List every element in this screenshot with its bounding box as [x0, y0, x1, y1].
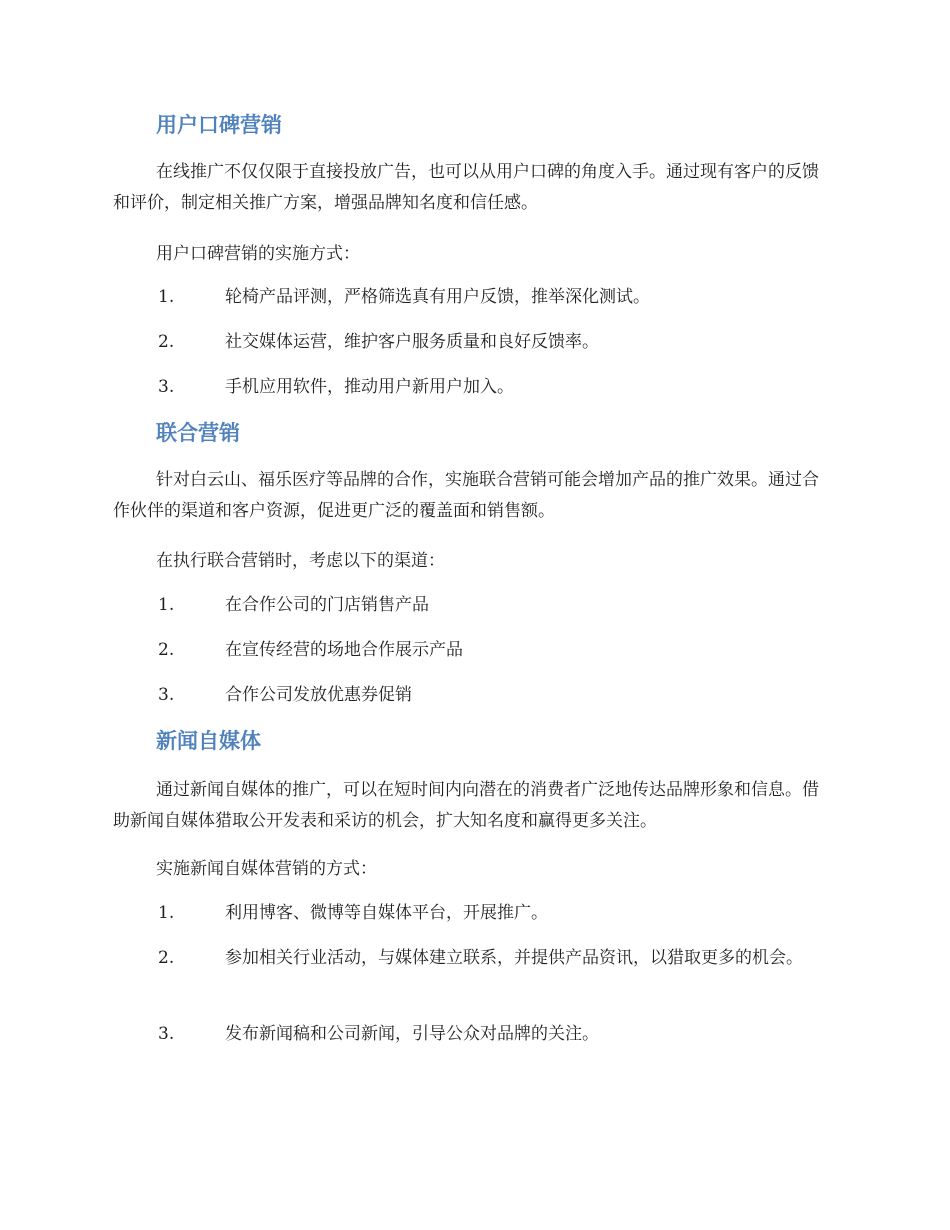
- section-paragraph: 针对白云山、福乐医疗等品牌的合作，实施联合营销可能会增加产品的推广效果。通过合作伙伴的渠道和客户资源，促进更广泛的覆盖面和销售额。: [113, 470, 819, 521]
- list-item: [113, 635, 835, 666]
- list-number: 2.: [158, 332, 175, 352]
- list-item: [113, 590, 835, 621]
- list-text: 合作公司发放优惠券促销: [225, 685, 412, 705]
- list-item: [113, 943, 835, 974]
- section-intro: 在执行联合营销时，考虑以下的渠道：: [156, 551, 445, 571]
- list-item: [113, 680, 835, 711]
- list-number: 1.: [158, 903, 175, 923]
- section-paragraph: 通过新闻自媒体的推广，可以在短时间内向潜在的消费者广泛地传达品牌形象和信息。借助新闻自媒体猎取公开发表和采访的机会，扩大知名度和赢得更多关注。: [113, 780, 819, 831]
- section-paragraph: 在线推广不仅仅限于直接投放广告，也可以从用户口碑的角度入手。通过现有客户的反馈和评价，制定相关推广方案，增强品牌知名度和信任感。: [113, 162, 819, 213]
- list-text: 参加相关行业活动，与媒体建立联系，并提供产品资讯，以猎取更多的机会。: [225, 948, 803, 968]
- list-item: [113, 898, 835, 929]
- list-text: 社交媒体运营，维护客户服务质量和良好反馈率。: [225, 332, 599, 352]
- list-text: 在宣传经营的场地合作展示产品: [225, 640, 463, 660]
- section-intro: 用户口碑营销的实施方式：: [156, 244, 360, 264]
- list-item: [113, 327, 835, 358]
- list-number: 2.: [158, 948, 175, 968]
- list-text: 手机应用软件，推动用户新用户加入。: [225, 377, 514, 397]
- section-intro: 实施新闻自媒体营销的方式：: [156, 859, 377, 879]
- list-number: 1.: [158, 287, 175, 307]
- list-text: 发布新闻稿和公司新闻，引导公众对品牌的关注。: [225, 1024, 599, 1044]
- list-number: 3.: [158, 685, 175, 705]
- list-number: 3.: [158, 1024, 175, 1044]
- section-heading: 新闻自媒体: [156, 729, 261, 753]
- list-number: 1.: [158, 595, 175, 615]
- list-text: 在合作公司的门店销售产品: [225, 595, 429, 615]
- list-item: [113, 282, 835, 313]
- list-text: 轮椅产品评测，严格筛选真有用户反馈，推举深化测试。: [225, 287, 650, 307]
- section-heading: 用户口碑营销: [156, 113, 282, 137]
- list-number: 3.: [158, 377, 175, 397]
- list-number: 2.: [158, 640, 175, 660]
- list-item: [113, 1019, 835, 1050]
- list-item: [113, 372, 835, 403]
- section-heading: 联合营销: [156, 421, 240, 445]
- list-text: 利用博客、微博等自媒体平台，开展推广。: [225, 903, 548, 923]
